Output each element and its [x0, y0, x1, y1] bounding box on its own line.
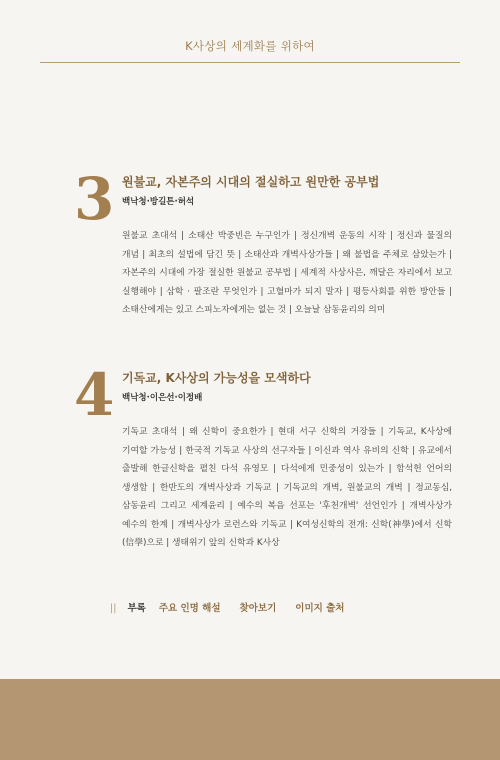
- chapter-number: 3: [74, 165, 115, 233]
- chapter-authors: 백낙청·이은선·이정배: [122, 393, 203, 403]
- chapter-number: 4: [74, 361, 115, 429]
- appendix-item-index[interactable]: 찾아보기: [239, 603, 277, 614]
- header-divider: [40, 62, 460, 63]
- chapter-toc: 기독교 초대석 | 왜 신학이 중요한가 | 현대 서구 신학의 거장들 | 기독교, K사상에 기여할 가능성 | 한국적 기독교 사상의 선구자들 | 이신과 역사 유비의 신학 | 유교에서 출발해 한글신학을 펼친 다석 유영모 | 다석에게 민중성이 있는가 | 함석헌 언어의 생생함 | 한반도의 개벽사상과 기독교 | 기독교의 개벽, 원불교의 개벽 | 정교동심, 삼동윤리 그리고 세계윤리 | 예수의 복음 선포는 '후천개벽' 선언인가 | 개벽사상가 예수의 한계 | 개벽사상가 로런스와 기독교 | K여성신학의 전개: 신학(神學)에서 신학(信學)으로 | 생태위기 앞의 신학과 K사상: [122, 427, 452, 548]
- appendix-item-image-credits[interactable]: 이미지 출처: [295, 603, 345, 614]
- appendix-item-person-index[interactable]: 주요 인명 해설: [158, 603, 221, 614]
- series-title: K사상의 세계화를 위하여: [185, 39, 315, 53]
- appendix-line: [110, 602, 361, 616]
- chapter-content: [122, 174, 452, 320]
- chapter-title[interactable]: 원불교, 자본주의 시대의 절실하고 원만한 공부법: [122, 175, 380, 189]
- appendix-label: 부록: [127, 603, 146, 614]
- footer-band: [0, 679, 500, 760]
- chapter-title[interactable]: 기독교, K사상의 가능성을 모색하다: [122, 371, 311, 385]
- appendix-bars: ||: [110, 603, 117, 614]
- page-header: [40, 38, 460, 63]
- chapter-content: [122, 370, 452, 553]
- chapter-toc: 원불교 초대석 | 소태산 박중빈은 누구인가 | 정신개벽 운동의 시작 | 정신과 물질의 개념 | 최초의 설법에 담긴 뜻 | 소태산과 개벽사상가들 | 왜 불법을 주체로 삼았는가 | 자본주의 시대에 가장 절실한 원불교 공부법 | 세계적 사상사은, 깨달은 자리에서 보고 실행해야 | 삼학 · 팔조란 무엇인가 | 고혈마가 되지 말자 | 평등사회를 위한 방안들 | 소태산에게는 있고 스피노자에게는 없는 것 | 오늘날 삼동윤리의 의미: [122, 231, 452, 315]
- chapter-authors: 백낙청·방길튼·허석: [122, 197, 195, 207]
